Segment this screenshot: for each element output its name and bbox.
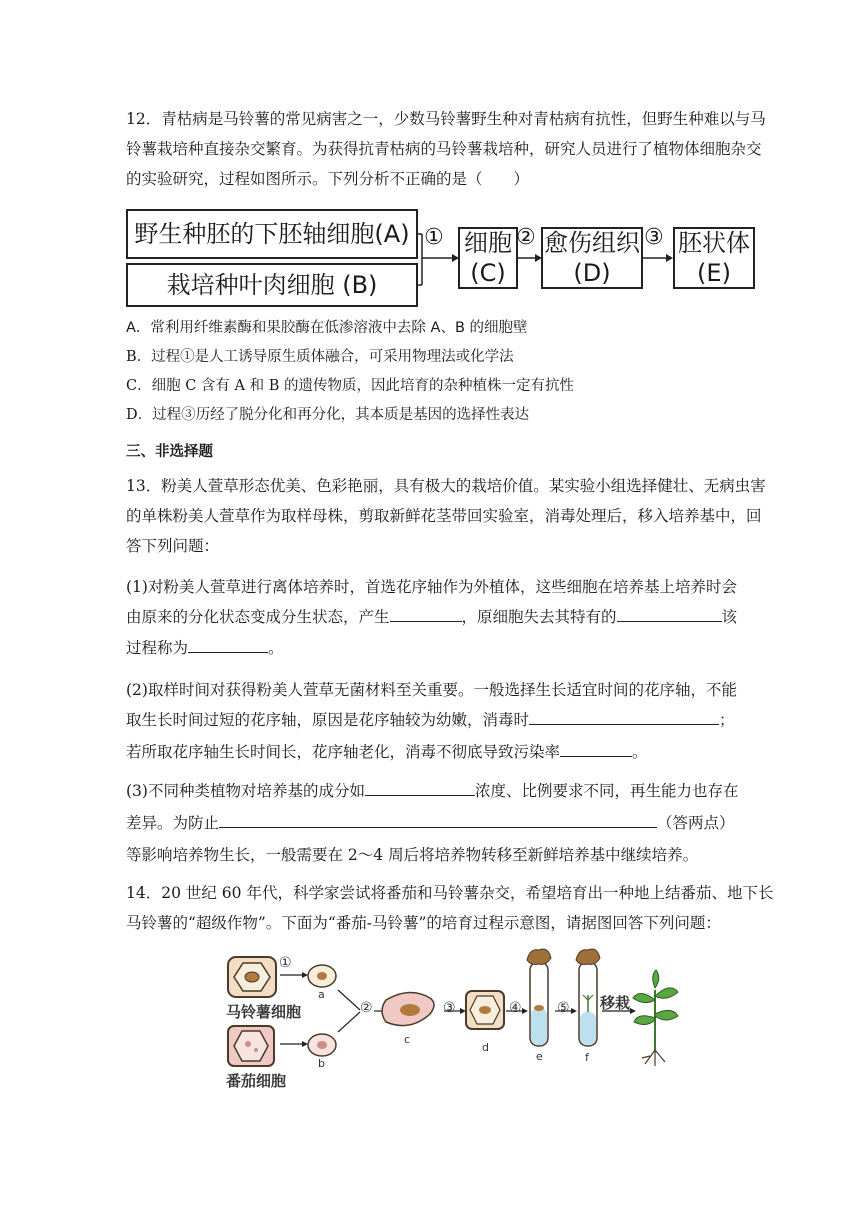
q13-part3-text-b: 浓度、比例要求不同，再生能力也存在 (474, 782, 739, 800)
step-3-label: ③ (644, 225, 664, 250)
test-tube-seedling-icon (576, 949, 600, 1046)
step-2-label: ② (516, 225, 536, 250)
step-2-label: ② (360, 1000, 373, 1016)
q13-part3-line3: 等影响培养物生长，一般需要在 2～4 周后将培养物转移至新鲜培养基中继续培养。 (126, 846, 699, 864)
box-e-letter: (E) (697, 259, 731, 287)
q14-diagram-art (0, 940, 860, 1090)
answer-blank[interactable] (365, 779, 475, 796)
answer-blank[interactable] (560, 740, 632, 757)
q13-part3-text-c: 差异。为防止 (126, 814, 220, 832)
step-5-label: ⑤ (557, 1000, 570, 1016)
box-c-letter: (C) (470, 259, 506, 287)
q13-part1-text-e: 。 (268, 639, 284, 657)
tomato-cell-label: 番茄细胞 (226, 1072, 287, 1090)
hybrid-plant-icon (633, 970, 678, 1066)
step-3-label: ③ (443, 1000, 456, 1016)
potato-cell-icon (228, 957, 276, 997)
q13-part1-text-a: 由原来的分化状态变成分生状态，产生 (126, 608, 390, 626)
q13-part1-text-d: 过程称为 (126, 639, 189, 657)
q13-part1-line3 (126, 636, 284, 658)
label-f: f (585, 1051, 589, 1064)
q13-part2-text-c: 若所取花序轴生长时间长，花序轴老化，消毒不彻底导致污染率 (126, 743, 561, 761)
q12-stem: 12．青枯病是马铃薯的常见病害之一，少数马铃薯野生种对青枯病有抗性，但野生种难以与马铃薯栽培种直接杂交繁育。为获得抗青枯病的马铃薯栽培种，研究人员进行了植物体细胞杂交的实验研究，过程如图所示。下列分析不正确的是（ ） (126, 110, 766, 188)
label-d: d (482, 1041, 489, 1054)
q12-option-c: C．细胞 C 含有 A 和 B 的遗传物质，因此培育的杂种植株一定有抗性 (126, 378, 574, 394)
box-c-title: 细胞 (464, 229, 512, 257)
section-heading: 三、非选择题 (126, 444, 213, 460)
label-c: c (404, 1033, 411, 1046)
step-1-label: ① (424, 225, 444, 250)
q13-part2-line1: (2)取样时间对获得粉美人萱草无菌材料至关重要。一般选择生长适宜时间的花序轴，不能 (126, 681, 737, 699)
q14-stem: 14．20 世纪 60 年代，科学家尝试将番茄和马铃薯杂交，希望培育出一种地上结番茄、地下长马铃薯的“超级作物”。下面为“番茄-马铃薯”的培育过程示意图，请据图回答下列问题： (126, 884, 774, 932)
box-d-letter: (D) (573, 259, 611, 287)
q12-option-d: D．过程③历经了脱分化和再分化，其本质是基因的选择性表达 (126, 407, 530, 423)
answer-blank[interactable] (219, 811, 657, 828)
q13-part2-text-d: 。 (632, 743, 648, 761)
box-a: 野生种胚的下胚轴细胞(A) (126, 209, 418, 259)
hybrid-cell-icon (466, 991, 504, 1029)
q13-part1-text-b: ，原细胞失去其特有的 (461, 608, 617, 626)
q13-part2-line2 (126, 708, 735, 730)
box-b: 栽培种叶肉细胞 (B) (126, 263, 418, 307)
label-a: a (318, 988, 325, 1001)
answer-blank[interactable] (617, 605, 722, 622)
box-c (458, 227, 518, 289)
tomato-cell-icon (228, 1026, 274, 1066)
q13-part3-text-a: (3)不同种类植物对培养基的成分如 (126, 782, 365, 800)
box-e (673, 227, 755, 289)
transplant-label: 移栽 (600, 994, 631, 1012)
q13-part2-text-a: 取生长时间过短的花序轴，原因是花序轴较为幼嫩，消毒时 (126, 711, 530, 729)
q13-part2-text-b: ； (719, 711, 735, 729)
answer-blank[interactable] (529, 708, 719, 725)
q13-part1-line2 (126, 605, 737, 627)
q12-option-a: A．常利用纤维素酶和果胶酶在低渗溶液中去除 A、B 的细胞壁 (126, 320, 528, 336)
q13-part3-line2 (126, 811, 735, 833)
protoplast-b-icon (308, 1034, 336, 1056)
step-1-label: ① (279, 955, 292, 971)
q13-part3-line1 (126, 779, 738, 801)
answer-blank[interactable] (390, 605, 462, 622)
answer-blank[interactable] (188, 636, 268, 653)
step-4-label: ④ (509, 1000, 522, 1016)
protoplast-a-icon (308, 965, 336, 987)
box-d (541, 227, 643, 289)
test-tube-callus-icon (527, 949, 551, 1046)
q13-stem: 13．粉美人萱草形态优美、色彩艳丽，具有极大的栽培价值。某实验小组选择健壮、无病虫害的单株粉美人萱草作为取样母株，剪取新鲜花茎带回实验室，消毒处理后，移入培养基中，回答下列问题： (126, 477, 766, 555)
q12-option-b: B．过程①是人工诱导原生质体融合，可采用物理法或化学法 (126, 349, 514, 365)
q13-part3-text-d: （答两点） (657, 814, 735, 832)
q13-part1-text-c: 该 (721, 608, 738, 626)
q13-part2-line3 (126, 740, 648, 762)
box-d-title: 愈伤组织 (544, 229, 640, 257)
q13-part1-line1: (1)对粉美人萱草进行离体培养时，首选花序轴作为外植体，这些细胞在培养基上培养时会 (126, 578, 737, 596)
label-e: e (536, 1050, 543, 1063)
potato-cell-label: 马铃薯细胞 (226, 1003, 302, 1021)
box-e-title: 胚状体 (678, 229, 750, 257)
label-b: b (318, 1057, 325, 1070)
fused-protoplast-icon (382, 992, 434, 1025)
